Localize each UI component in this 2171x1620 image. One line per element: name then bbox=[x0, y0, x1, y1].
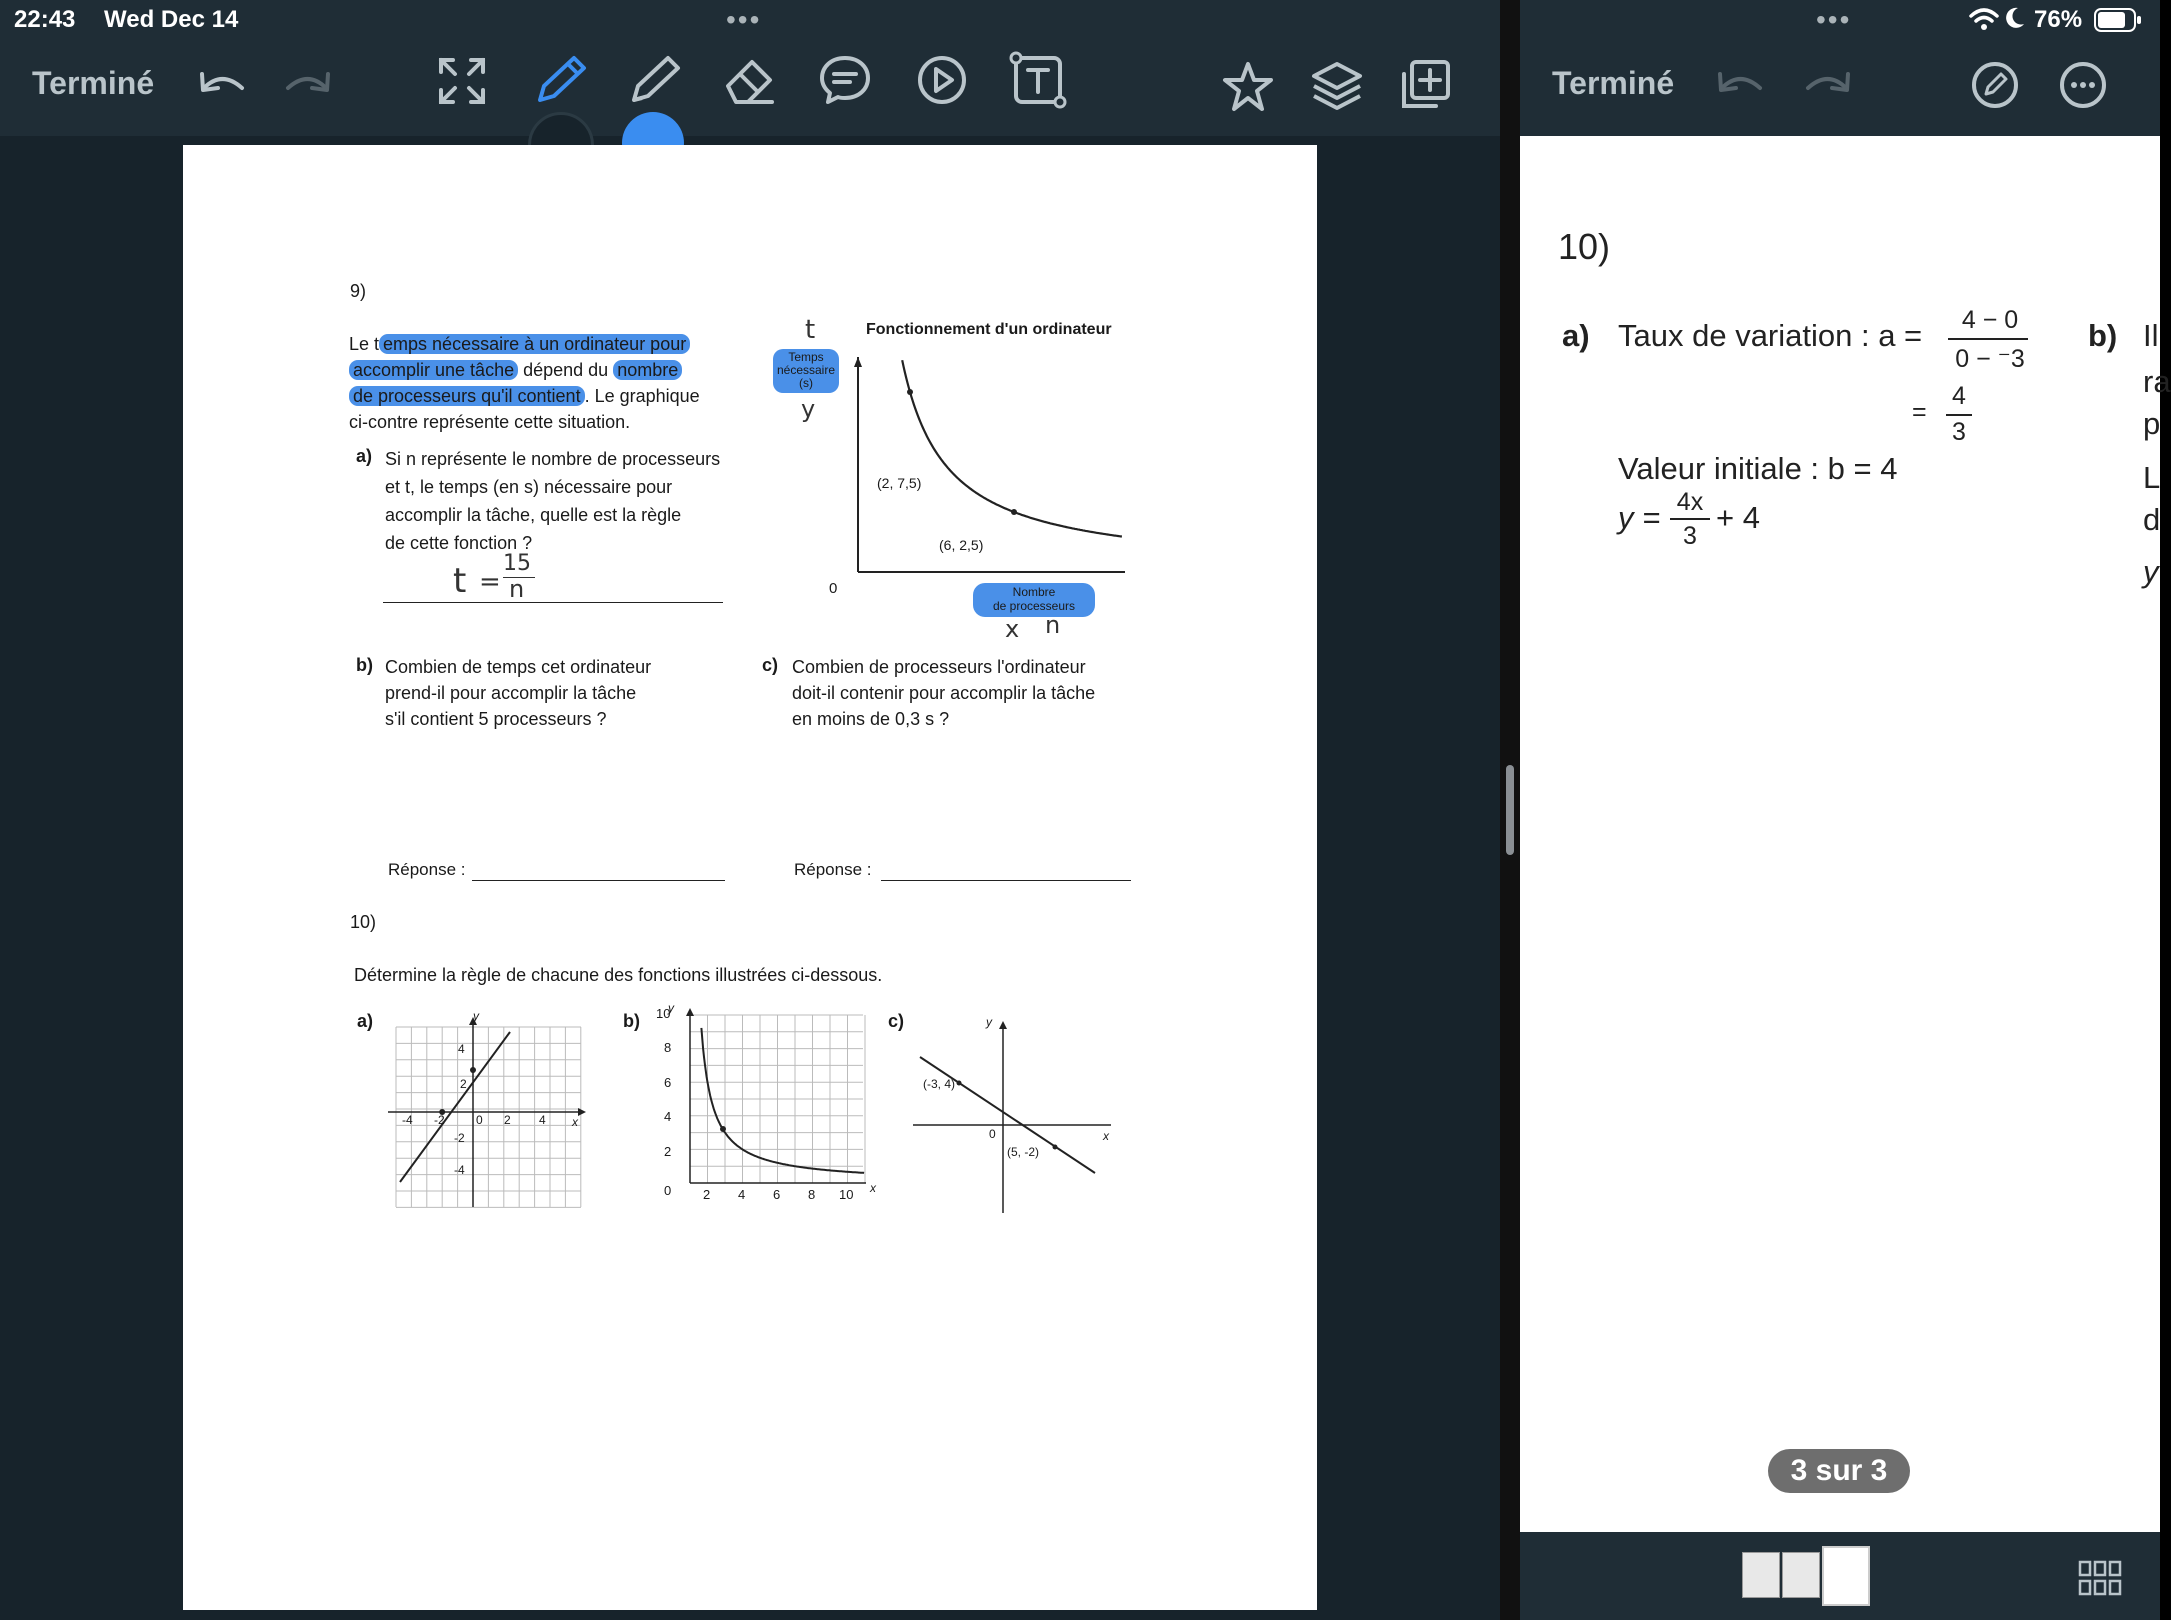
graph-a-ytick: -4 bbox=[454, 1163, 465, 1177]
hand-equals: = bbox=[479, 567, 501, 597]
markup-icon[interactable] bbox=[1970, 60, 2020, 110]
page-thumbnail-bar bbox=[1520, 1532, 2160, 1620]
highlight: accomplir une tâche bbox=[349, 360, 518, 380]
origin-label: 0 bbox=[829, 580, 838, 597]
graph-a-xtick: 0 bbox=[476, 1113, 483, 1127]
reponse-c-label: Réponse : bbox=[794, 860, 872, 879]
point2-label: (6, 2,5) bbox=[939, 537, 984, 553]
graph-a-xtick: -4 bbox=[402, 1113, 413, 1127]
highlight: emps nécessaire à un ordinateur pour bbox=[379, 334, 690, 354]
graph-c-point bbox=[957, 1081, 962, 1086]
q9a-line: de cette fonction ? bbox=[385, 533, 533, 553]
point-2-7.5 bbox=[907, 389, 913, 395]
q9a-line: Si n représente le nombre de processeurs bbox=[385, 449, 721, 469]
graph-c-y-arrow bbox=[999, 1021, 1007, 1029]
b-cut-text: Il bbox=[2143, 318, 2159, 353]
intro-line: Le t emps nécessaire à un ordinateur pour bbox=[349, 331, 700, 357]
right-b-label: b) bbox=[2088, 318, 2118, 353]
y-label-line: nécessaire bbox=[776, 363, 836, 377]
q9b-line: s'il contient 5 processeurs ? bbox=[385, 709, 607, 729]
frac-num: 4 − 0 bbox=[1961, 306, 2019, 334]
y-axis-arrow bbox=[854, 357, 862, 367]
graph-b-xtick: 2 bbox=[703, 1187, 711, 1202]
add-page-icon[interactable] bbox=[1398, 58, 1452, 112]
q9b-text bbox=[385, 654, 651, 732]
q9a-line: accomplir la tâche, quelle est la règle bbox=[385, 505, 682, 525]
status-date: Wed Dec 14 bbox=[104, 6, 239, 33]
graph-b-xtick: 0 bbox=[664, 1183, 672, 1198]
page-thumbnail-2[interactable] bbox=[1782, 1552, 1820, 1598]
page-indicator: 3 sur 3 bbox=[1768, 1449, 1910, 1493]
eq2: = bbox=[1912, 398, 1927, 426]
q9a-line: et t, le temps (en s) nécessaire pour bbox=[385, 477, 673, 497]
hand-x-label: x bbox=[1005, 615, 1020, 643]
right-toolbar bbox=[1520, 0, 2160, 136]
graph-b-xtick: 4 bbox=[738, 1187, 746, 1202]
frac2-den: 3 bbox=[1952, 418, 1966, 446]
rule-num: 4x bbox=[1676, 488, 1704, 516]
graph-a-xtick: 4 bbox=[539, 1113, 546, 1127]
rate-text: Taux de variation : a = bbox=[1618, 318, 1923, 353]
right-q10-title: 10) bbox=[1558, 226, 1611, 267]
graph-b-point bbox=[720, 1126, 726, 1132]
q9c-line: en moins de 0,3 s ? bbox=[792, 709, 950, 729]
q9b-label: b) bbox=[356, 655, 373, 675]
graph-c-point1-label: (-3, 4) bbox=[923, 1077, 956, 1091]
b-cut-text: y bbox=[2143, 554, 2159, 589]
eraser-icon[interactable] bbox=[722, 54, 778, 106]
comment-icon[interactable] bbox=[818, 54, 872, 106]
reponse-b-line bbox=[472, 880, 725, 881]
moon-icon bbox=[2004, 6, 2026, 30]
b-cut-text: ra bbox=[2143, 364, 2171, 399]
wifi-icon bbox=[1968, 6, 2000, 32]
rule-den: 3 bbox=[1683, 522, 1697, 550]
graph-b bbox=[648, 1001, 888, 1205]
handwritten-answer bbox=[453, 551, 553, 607]
more-icon[interactable] bbox=[2058, 60, 2108, 110]
point-6-2.5 bbox=[1011, 509, 1017, 515]
frac2-num: 4 bbox=[1952, 382, 1966, 410]
graph-a-xtick: 2 bbox=[504, 1113, 511, 1127]
right-done-button[interactable]: Terminé bbox=[1552, 65, 1675, 101]
fullscreen-icon[interactable] bbox=[437, 56, 487, 106]
frac2-bar bbox=[1946, 414, 1972, 416]
q9a-text bbox=[385, 445, 720, 557]
multitask-dots-icon[interactable]: ••• bbox=[1816, 4, 1852, 35]
rule-tail: + 4 bbox=[1716, 500, 1760, 535]
graph-b-ytick: 6 bbox=[664, 1075, 672, 1090]
right-app-pane bbox=[1520, 0, 2171, 1620]
graph-b-ytick: 4 bbox=[664, 1109, 672, 1124]
graph-b-curve bbox=[701, 1028, 864, 1173]
graph-b-xtick: 10 bbox=[839, 1187, 854, 1202]
layers-icon[interactable] bbox=[1310, 60, 1364, 114]
graph-a-x-arrow bbox=[578, 1108, 586, 1116]
left-toolbar bbox=[0, 0, 1500, 136]
hand-15: 15 bbox=[503, 551, 531, 576]
page-thumbnail-1[interactable] bbox=[1742, 1552, 1780, 1598]
multitask-dots-icon[interactable]: ••• bbox=[726, 4, 762, 35]
q10-number: 10) bbox=[350, 912, 377, 932]
document-page[interactable] bbox=[183, 145, 1317, 1610]
graph-b-plot bbox=[648, 1005, 888, 1205]
b-cut-text: d bbox=[2143, 502, 2161, 537]
hand-t-label: t bbox=[805, 315, 816, 345]
right-undo-icon[interactable] bbox=[1714, 66, 1766, 106]
reponse-b-label: Réponse : bbox=[388, 860, 466, 879]
graph-b-y: y bbox=[668, 1001, 674, 1015]
graph-a-ytick: 2 bbox=[460, 1077, 467, 1091]
q9a-label: a) bbox=[356, 446, 373, 466]
graph-b-ytick: 2 bbox=[664, 1144, 672, 1159]
intro-line: de processeurs qu'il contient . Le graphique bbox=[349, 383, 700, 409]
point1-label: (2, 7,5) bbox=[877, 475, 922, 491]
initial-value: Valeur initiale : b = 4 bbox=[1618, 451, 1898, 486]
undo-icon[interactable] bbox=[196, 66, 248, 106]
graph-a-x: x bbox=[572, 1115, 578, 1129]
graph-b-ytick: 8 bbox=[664, 1040, 672, 1055]
highlight: de processeurs qu'il contient bbox=[349, 386, 585, 406]
x-label-line: Nombre bbox=[1012, 585, 1056, 599]
graph-a-y: y bbox=[473, 1009, 479, 1023]
graph-a bbox=[388, 1007, 588, 1207]
q9-graph bbox=[773, 315, 1333, 655]
graph-b-xtick: 8 bbox=[808, 1187, 816, 1202]
status-time: 22:43 bbox=[14, 6, 76, 33]
graph-c-point2-label: (5, -2) bbox=[1007, 1145, 1040, 1159]
y-label-line: Temps bbox=[788, 350, 824, 364]
q9c-line: doit-il contenir pour accomplir la tâche bbox=[792, 683, 1096, 703]
q9a-answer-line bbox=[383, 602, 723, 603]
highlight: nombre bbox=[613, 360, 682, 380]
redo-icon[interactable] bbox=[282, 66, 334, 106]
graph-c-point bbox=[1053, 1145, 1058, 1150]
graph-b-y-arrow bbox=[686, 1008, 694, 1016]
right-a-label: a) bbox=[1562, 318, 1590, 353]
graph-a-ytick: 4 bbox=[458, 1042, 465, 1056]
intro-line: ci-contre représente cette situation. bbox=[349, 412, 631, 432]
graph-c-plot bbox=[913, 1005, 1133, 1215]
graph-c-origin: 0 bbox=[989, 1127, 996, 1141]
rule-y: y = bbox=[1618, 500, 1661, 535]
frac-den: 0 − ⁻3 bbox=[1955, 345, 2025, 373]
graph-c-y: y bbox=[986, 1015, 992, 1029]
graph-b-xtick: 6 bbox=[773, 1187, 781, 1202]
graph-c-label: c) bbox=[888, 1011, 905, 1031]
split-grabber[interactable] bbox=[1506, 765, 1514, 855]
q9b-line: prend-il pour accomplir la tâche bbox=[385, 683, 637, 703]
graph-b-label: b) bbox=[623, 1011, 640, 1031]
b-cut-text: p bbox=[2143, 406, 2161, 441]
graph-c bbox=[913, 1005, 1133, 1215]
hand-t: t bbox=[453, 561, 467, 601]
q10-instruction: Détermine la règle de chacune des fonctions illustrées ci-dessous. bbox=[354, 965, 883, 985]
b-cut-text: L bbox=[2143, 460, 2161, 495]
graph-a-plot bbox=[388, 1007, 588, 1207]
done-button[interactable]: Terminé bbox=[32, 65, 155, 101]
graph-b-x: x bbox=[870, 1181, 876, 1195]
hand-y-label: y bbox=[801, 395, 816, 423]
graph-b-ytick: 10 bbox=[656, 1006, 671, 1021]
graph-a-line bbox=[400, 1032, 510, 1182]
graph-a-xtick: -2 bbox=[434, 1113, 445, 1127]
q9-number: 9) bbox=[350, 281, 367, 301]
q9c-text bbox=[792, 654, 1095, 732]
x-label-line: de processeurs bbox=[992, 599, 1076, 613]
right-redo-icon[interactable] bbox=[1802, 66, 1854, 106]
q9c-line: Combien de processeurs l'ordinateur bbox=[792, 657, 1086, 677]
grid-view-icon[interactable] bbox=[2078, 1560, 2122, 1596]
graph-c-x: x bbox=[1103, 1129, 1109, 1143]
graph-title: Fonctionnement d'un ordinateur bbox=[866, 321, 1112, 338]
graph-a-point bbox=[470, 1067, 476, 1073]
text-box-icon[interactable] bbox=[1010, 52, 1066, 108]
pen-icon[interactable] bbox=[530, 52, 590, 108]
q9c-label: c) bbox=[762, 655, 779, 675]
pencil-icon[interactable] bbox=[624, 52, 684, 108]
q9b-line: Combien de temps cet ordinateur bbox=[385, 657, 652, 677]
frac-bar bbox=[1948, 338, 2028, 340]
x-axis-label bbox=[971, 585, 1097, 613]
page-thumbnail-3[interactable] bbox=[1822, 1546, 1870, 1606]
rule-bar bbox=[1670, 518, 1710, 520]
graph-a-ytick: -2 bbox=[454, 1131, 465, 1145]
graph-a-label: a) bbox=[357, 1011, 374, 1031]
battery-icon bbox=[2094, 8, 2142, 32]
battery-percent: 76% bbox=[2034, 6, 2083, 33]
star-icon[interactable] bbox=[1220, 60, 1276, 114]
hand-n-label: n bbox=[1045, 611, 1061, 639]
play-icon[interactable] bbox=[916, 54, 968, 106]
hand-n-den: n bbox=[509, 575, 525, 603]
reponse-c-line bbox=[881, 880, 1131, 881]
q9-intro bbox=[349, 331, 700, 435]
intro-line: accomplir une tâche dépend du nombre bbox=[349, 357, 700, 383]
y-label-line: (s) bbox=[799, 376, 813, 390]
